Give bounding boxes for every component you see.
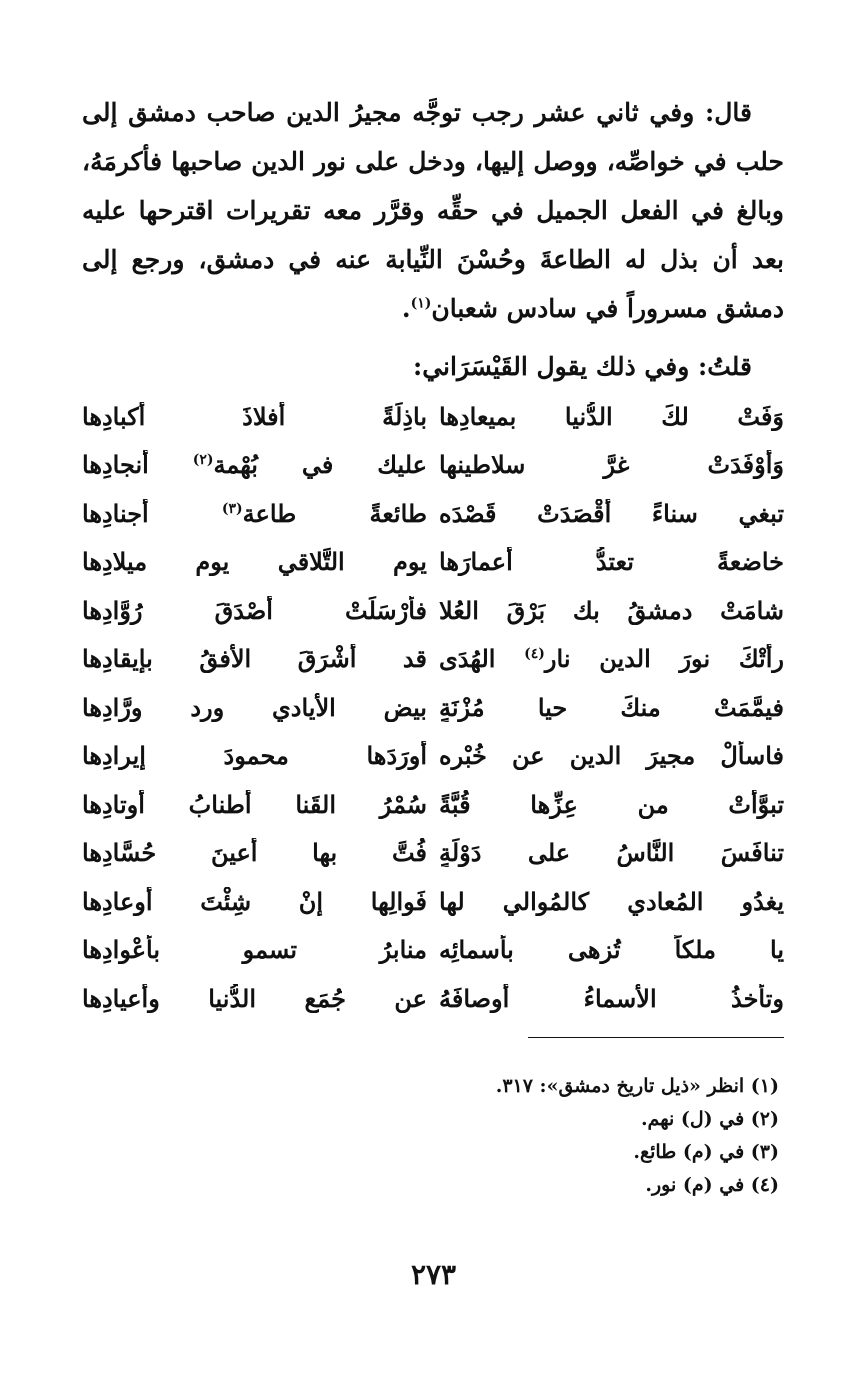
verse-second-hemistich bbox=[82, 596, 427, 625]
verse-line bbox=[82, 392, 784, 441]
hemistich-text: فأرْسَلَتْ أصْدَقَ رُوَّادِها bbox=[82, 595, 427, 625]
verse-line bbox=[82, 683, 784, 732]
paragraph-text bbox=[82, 88, 784, 333]
verse-first-hemistich bbox=[439, 935, 784, 964]
verse-line bbox=[82, 441, 784, 490]
verse-line bbox=[82, 780, 784, 829]
hemistich-text: بيض الأيادي ورد ورَّادِها bbox=[82, 692, 427, 722]
verse-line bbox=[82, 586, 784, 635]
verse-first-hemistich bbox=[439, 402, 784, 431]
verse-first-hemistich bbox=[439, 450, 784, 479]
verse-line bbox=[82, 877, 784, 926]
verse-line bbox=[82, 974, 784, 1023]
verse-second-hemistich bbox=[82, 499, 427, 528]
footnote-divider bbox=[528, 1037, 784, 1038]
footnote-ref-4: (٤) bbox=[524, 646, 545, 663]
hemistich-text-after: أجنادِها bbox=[82, 498, 222, 528]
verse-second-hemistich bbox=[82, 402, 427, 431]
verse-second-hemistich bbox=[82, 838, 427, 867]
verse-first-hemistich bbox=[439, 984, 784, 1013]
verse-second-hemistich bbox=[82, 887, 427, 916]
hemistich-text: فاسألْ مجيرَ الدين عن خُبْره bbox=[439, 741, 784, 771]
verse-first-hemistich bbox=[439, 838, 784, 867]
hemistich-text: طائعةً طاعة bbox=[242, 498, 427, 528]
verse-second-hemistich bbox=[82, 984, 427, 1013]
footnote-ref-2: (٢) bbox=[192, 452, 214, 469]
hemistich-text: تنافَسَ النَّاسُ على دَوْلَةٍ bbox=[439, 838, 784, 868]
hemistich-text: تبغي سناءً أقْصَدَتْ قَصْدَه bbox=[439, 498, 784, 528]
body-paragraph bbox=[82, 88, 784, 333]
verse-line bbox=[82, 732, 784, 781]
hemistich-text: عليك في بُهْمة bbox=[213, 450, 427, 480]
verse-second-hemistich bbox=[82, 741, 427, 770]
hemistich-text: سُمْرُ القَنا أطنابُ أوتادِها bbox=[82, 789, 427, 819]
verse-first-hemistich bbox=[439, 790, 784, 819]
verse-line bbox=[82, 635, 784, 684]
verse-second-hemistich bbox=[82, 693, 427, 722]
verse-second-hemistich bbox=[82, 547, 427, 576]
footnote-ref-3: (٣) bbox=[221, 500, 243, 517]
hemistich-text: وتأخذُ الأسماءُ أوصافَهُ bbox=[439, 983, 784, 1013]
poem-intro: قلتُ: وفي ذلك يقول القَيْسَرَاني: bbox=[412, 352, 752, 381]
hemistich-text: شامَتْ دمشقُ بك بَرْقَ العُلا bbox=[439, 595, 784, 625]
hemistich-text: باذِلَةً أفلاذَ أكبادِها bbox=[82, 401, 427, 431]
hemistich-text-after: الهُدَى bbox=[439, 644, 525, 674]
verse-second-hemistich bbox=[82, 644, 427, 673]
hemistich-text: خاضعةً تعتدُّ أعمارَها bbox=[439, 547, 784, 577]
hemistich-text: تبوَّأتْ من عِزِّها قُبَّةً bbox=[439, 789, 784, 819]
verse-second-hemistich bbox=[82, 450, 427, 479]
verse-first-hemistich bbox=[439, 644, 784, 673]
verse-line bbox=[82, 926, 784, 975]
verse-line bbox=[82, 538, 784, 587]
verse-line bbox=[82, 489, 784, 538]
hemistich-text: رأتْكَ نورَ الدين نار bbox=[544, 644, 784, 674]
footnote-3: (٣) في (م) طائع. bbox=[633, 1141, 779, 1163]
hemistich-text: فَوالِها إنْ شِئْتَ أوعادِها bbox=[82, 886, 427, 916]
verse-first-hemistich bbox=[439, 693, 784, 722]
verse-first-hemistich bbox=[439, 741, 784, 770]
hemistich-text: أورَدَها محمودَ إيرادِها bbox=[82, 741, 427, 771]
verse-first-hemistich bbox=[439, 596, 784, 625]
verse-second-hemistich bbox=[82, 790, 427, 819]
verse-first-hemistich bbox=[439, 547, 784, 576]
hemistich-text: فُتَّ بها أعينَ حُسَّادِها bbox=[82, 838, 427, 868]
hemistich-text: قد أشْرَقَ الأفقُ بإيقادِها bbox=[82, 644, 427, 674]
paragraph-end: . bbox=[401, 294, 411, 323]
hemistich-text: يا ملكاً تُزهى بأسمائِه bbox=[439, 935, 784, 965]
footnote-ref-1: (١) bbox=[410, 295, 432, 312]
poem bbox=[82, 392, 784, 1023]
hemistich-text: يغدُو المُعادي كالمُوالي لها bbox=[439, 886, 784, 916]
footnote-2: (٢) في (ل) نهم. bbox=[640, 1108, 779, 1130]
hemistich-text: وَأوْفَدَتْ غرَّ سلاطينها bbox=[439, 450, 784, 480]
footnote-4: (٤) في (م) نور. bbox=[645, 1174, 779, 1196]
footnotes bbox=[82, 1070, 779, 1202]
verse-second-hemistich bbox=[82, 935, 427, 964]
hemistich-text: فيمَّمَتْ منكَ حيا مُزْنَةٍ bbox=[439, 692, 784, 722]
paragraph-main-text: قال: وفي ثاني عشر رجب توجَّه مجيرُ الدين صاحب دمشق إلى حلب في خواصِّه، ووصل إليها، ودخل على نور الدين صاحبها فأكرمَهُ، وبالغ في الفعل الجميل في حقِّه وقرَّر معه تقريرات اقترحها عليه بعد أن بذل له الطاعةَ وحُسْنَ النِّيابة عنه في دمشق، ورجع إلى دمشق مسروراً في سادس شعبان bbox=[82, 98, 784, 323]
hemistich-text: عن جُمَعِ الدُّنيا وأعيادِها bbox=[82, 983, 427, 1013]
hemistich-text-after: أنجادِها bbox=[82, 450, 193, 480]
verse-first-hemistich bbox=[439, 499, 784, 528]
footnote-1: (١) انظر «ذيل تاريخ دمشق»: ٣١٧. bbox=[495, 1075, 779, 1097]
verse-first-hemistich bbox=[439, 887, 784, 916]
hemistich-text: يوم التَّلاقي يوم ميلادِها bbox=[82, 547, 427, 577]
hemistich-text: وَفَتْ لكَ الدُّنيا بميعادِها bbox=[439, 401, 784, 431]
page-number: ٢٧٣ bbox=[410, 1258, 457, 1291]
verse-line bbox=[82, 829, 784, 878]
hemistich-text: منابرُ تسمو بأعْوادِها bbox=[82, 935, 427, 965]
